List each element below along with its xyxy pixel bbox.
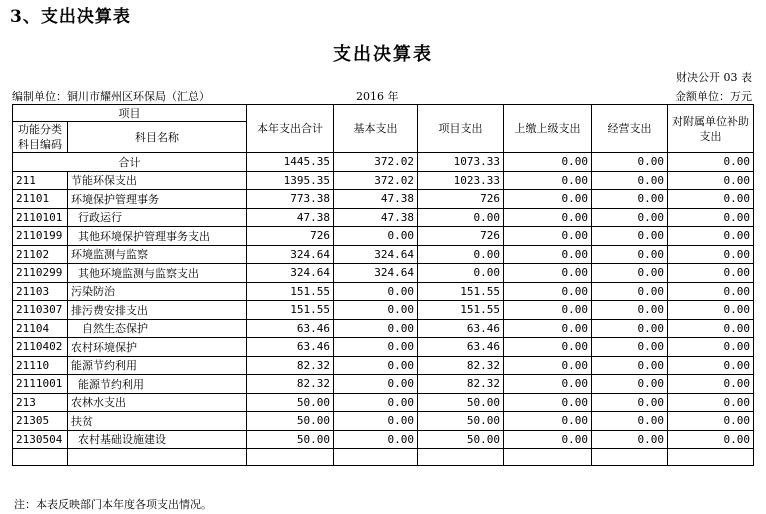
- row-name: 扶贫: [68, 412, 247, 431]
- row-code: 2110307: [13, 301, 68, 320]
- row-value: 0.00: [592, 356, 668, 375]
- row-value: 0.00: [334, 375, 418, 394]
- report-year: 2016 年: [356, 90, 399, 103]
- row-value: 0.00: [592, 319, 668, 338]
- empty-cell: [247, 449, 334, 466]
- row-value: 0.00: [668, 412, 754, 431]
- row-value: 0.00: [668, 393, 754, 412]
- total-cell: 1073.33: [418, 153, 504, 172]
- row-value: 372.02: [334, 171, 418, 190]
- row-name: 其他环境保护管理事务支出: [68, 227, 247, 246]
- table-row: [13, 356, 754, 375]
- row-name: 环境监测与监察: [68, 245, 247, 264]
- row-name: 节能环保支出: [68, 171, 247, 190]
- row-name: 农林水支出: [68, 393, 247, 412]
- row-value: 0.00: [504, 282, 592, 301]
- table-row: [13, 301, 754, 320]
- empty-cell: [68, 449, 247, 466]
- row-value: 0.00: [504, 208, 592, 227]
- row-value: 0.00: [668, 190, 754, 209]
- row-code: 2110199: [13, 227, 68, 246]
- row-name: 其他环境监测与监察支出: [68, 264, 247, 283]
- row-value: 0.00: [592, 393, 668, 412]
- header-total-expenditure: 本年支出合计: [247, 105, 334, 153]
- row-value: 0.00: [504, 430, 592, 449]
- row-value: 324.64: [334, 264, 418, 283]
- row-value: 0.00: [668, 430, 754, 449]
- row-name: 农村环境保护: [68, 338, 247, 357]
- page-title: 支出决算表: [333, 44, 433, 65]
- row-value: 0.00: [592, 264, 668, 283]
- row-value: 0.00: [592, 338, 668, 357]
- row-code: 21110: [13, 356, 68, 375]
- row-value: 0.00: [668, 245, 754, 264]
- row-value: 0.00: [592, 412, 668, 431]
- empty-cell: [668, 449, 754, 466]
- row-value: 47.38: [334, 190, 418, 209]
- row-value: 0.00: [668, 227, 754, 246]
- form-code: 财决公开 03 表: [676, 71, 752, 84]
- header-name: 科目名称: [68, 122, 247, 153]
- row-code: 21103: [13, 282, 68, 301]
- row-value: 47.38: [247, 208, 334, 227]
- table-row: [13, 190, 754, 209]
- row-value: 0.00: [504, 301, 592, 320]
- row-code: 2110402: [13, 338, 68, 357]
- row-value: 82.32: [247, 375, 334, 394]
- row-value: 726: [247, 227, 334, 246]
- table-row: [13, 393, 754, 412]
- row-value: 1395.35: [247, 171, 334, 190]
- row-value: 50.00: [418, 412, 504, 431]
- row-value: 50.00: [247, 412, 334, 431]
- total-cell: 0.00: [592, 153, 668, 172]
- amount-unit: 金额单位：万元: [675, 90, 752, 103]
- row-code: 2110101: [13, 208, 68, 227]
- total-cell: 0.00: [668, 153, 754, 172]
- row-value: 151.55: [247, 301, 334, 320]
- row-value: 726: [418, 190, 504, 209]
- row-code: 21101: [13, 190, 68, 209]
- row-value: 0.00: [592, 190, 668, 209]
- row-value: 0.00: [668, 264, 754, 283]
- row-value: 0.00: [334, 227, 418, 246]
- row-value: 0.00: [592, 208, 668, 227]
- table-row: [13, 264, 754, 283]
- header-project-expenditure: 项目支出: [418, 105, 504, 153]
- row-value: 0.00: [668, 375, 754, 394]
- empty-cell: [592, 449, 668, 466]
- row-value: 0.00: [592, 430, 668, 449]
- row-value: 773.38: [247, 190, 334, 209]
- row-value: 0.00: [504, 356, 592, 375]
- table-row: [13, 319, 754, 338]
- row-value: 50.00: [247, 430, 334, 449]
- table-row: [13, 430, 754, 449]
- row-name: 行政运行: [68, 208, 247, 227]
- total-cell: 372.02: [334, 153, 418, 172]
- row-value: 151.55: [247, 282, 334, 301]
- compiling-unit: 编制单位：铜川市耀州区环保局（汇总）: [12, 90, 210, 103]
- table-row: [13, 245, 754, 264]
- row-code: 21104: [13, 319, 68, 338]
- row-value: 50.00: [418, 430, 504, 449]
- row-value: 47.38: [334, 208, 418, 227]
- row-value: 0.00: [504, 245, 592, 264]
- row-value: 0.00: [668, 356, 754, 375]
- table-row: [13, 208, 754, 227]
- row-name: 环境保护管理事务: [68, 190, 247, 209]
- row-value: 0.00: [418, 245, 504, 264]
- row-value: 0.00: [668, 171, 754, 190]
- row-value: 151.55: [418, 282, 504, 301]
- table-row: [13, 227, 754, 246]
- row-value: 0.00: [668, 208, 754, 227]
- row-value: 82.32: [418, 375, 504, 394]
- header-remit-to-superior: 上缴上级支出: [504, 105, 592, 153]
- row-value: 63.46: [418, 319, 504, 338]
- row-value: 726: [418, 227, 504, 246]
- row-value: 0.00: [504, 338, 592, 357]
- total-cell: 0.00: [504, 153, 592, 172]
- table-row: [13, 282, 754, 301]
- row-value: 0.00: [504, 264, 592, 283]
- row-name: 能源节约利用: [68, 356, 247, 375]
- row-value: 0.00: [334, 430, 418, 449]
- row-value: 63.46: [247, 338, 334, 357]
- row-value: 82.32: [247, 356, 334, 375]
- row-value: 0.00: [334, 319, 418, 338]
- table-row: [13, 171, 754, 190]
- empty-cell: [418, 449, 504, 466]
- row-code: 211: [13, 171, 68, 190]
- row-value: 63.46: [418, 338, 504, 357]
- row-code: 2111001: [13, 375, 68, 394]
- row-value: 0.00: [668, 282, 754, 301]
- row-value: 0.00: [504, 393, 592, 412]
- row-value: 0.00: [504, 190, 592, 209]
- row-value: 151.55: [418, 301, 504, 320]
- row-value: 0.00: [668, 301, 754, 320]
- row-value: 0.00: [504, 319, 592, 338]
- row-value: 0.00: [418, 208, 504, 227]
- total-label: 合计: [13, 153, 247, 172]
- row-value: 324.64: [247, 264, 334, 283]
- row-value: 50.00: [418, 393, 504, 412]
- row-value: 0.00: [334, 301, 418, 320]
- expenditure-table: [12, 104, 754, 466]
- row-value: 0.00: [334, 393, 418, 412]
- row-value: 0.00: [504, 412, 592, 431]
- section-title: 3、支出决算表: [10, 7, 131, 27]
- table-row: [13, 412, 754, 431]
- row-code: 21305: [13, 412, 68, 431]
- row-value: 324.64: [334, 245, 418, 264]
- header-subsidy-to-affiliates: 对附属单位补助支出: [668, 105, 754, 153]
- table-row: [13, 338, 754, 357]
- row-value: 0.00: [334, 412, 418, 431]
- row-value: 0.00: [668, 338, 754, 357]
- row-value: 0.00: [504, 171, 592, 190]
- row-code: 21102: [13, 245, 68, 264]
- empty-cell: [334, 449, 418, 466]
- header-code: 功能分类科目编码: [13, 122, 68, 153]
- row-code: 213: [13, 393, 68, 412]
- table-note: 注：本表反映部门本年度各项支出情况。: [14, 498, 212, 511]
- header-operating-expenditure: 经营支出: [592, 105, 668, 153]
- row-value: 0.00: [504, 375, 592, 394]
- row-code: 2130504: [13, 430, 68, 449]
- row-value: 0.00: [592, 227, 668, 246]
- row-value: 0.00: [592, 375, 668, 394]
- header-item: 项目: [13, 105, 247, 122]
- total-row: [13, 153, 754, 172]
- row-value: 0.00: [334, 356, 418, 375]
- row-value: 0.00: [418, 264, 504, 283]
- row-value: 0.00: [592, 171, 668, 190]
- empty-cell: [13, 449, 68, 466]
- row-value: 0.00: [592, 245, 668, 264]
- row-value: 0.00: [668, 319, 754, 338]
- row-value: 63.46: [247, 319, 334, 338]
- total-cell: 1445.35: [247, 153, 334, 172]
- row-value: 0.00: [334, 338, 418, 357]
- table-row: [13, 375, 754, 394]
- header-basic-expenditure: 基本支出: [334, 105, 418, 153]
- row-name: 农村基础设施建设: [68, 430, 247, 449]
- row-value: 0.00: [504, 227, 592, 246]
- row-value: 50.00: [247, 393, 334, 412]
- row-value: 324.64: [247, 245, 334, 264]
- row-value: 82.32: [418, 356, 504, 375]
- row-value: 0.00: [592, 282, 668, 301]
- row-name: 污染防治: [68, 282, 247, 301]
- empty-cell: [504, 449, 592, 466]
- row-name: 自然生态保护: [68, 319, 247, 338]
- row-value: 0.00: [592, 301, 668, 320]
- row-name: 排污费安排支出: [68, 301, 247, 320]
- empty-row: [13, 449, 754, 466]
- row-name: 能源节约利用: [68, 375, 247, 394]
- row-value: 0.00: [334, 282, 418, 301]
- row-code: 2110299: [13, 264, 68, 283]
- row-value: 1023.33: [418, 171, 504, 190]
